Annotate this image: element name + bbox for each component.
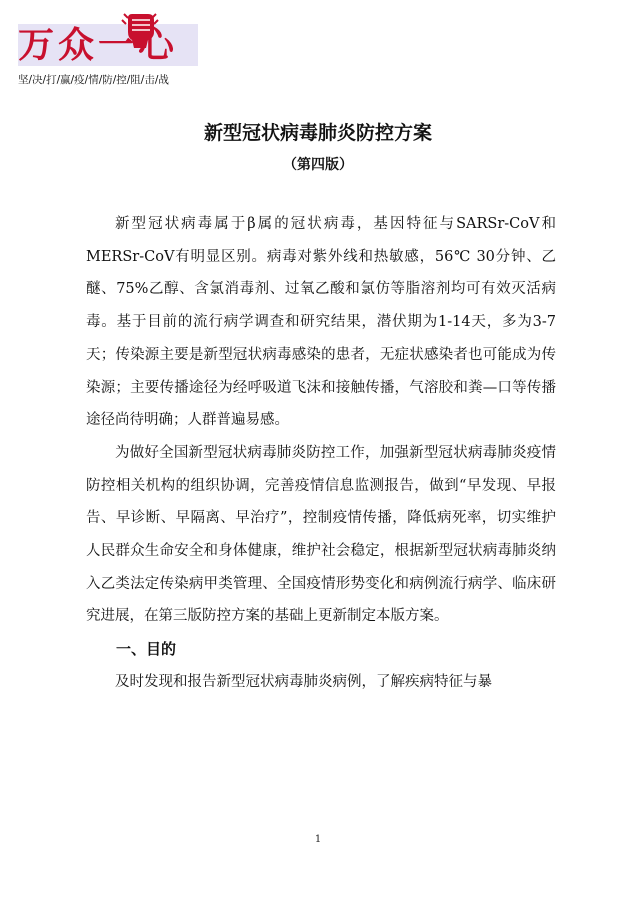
- logo: [14, 10, 204, 90]
- section-heading-purpose: 一、目的: [116, 640, 177, 659]
- logo-slogan: 坚/决/打/赢/疫/情/防/控/阻/击/战: [18, 74, 169, 86]
- page-number: 1: [314, 834, 322, 845]
- logo-brand-text: 万众一心: [18, 25, 179, 66]
- paragraph-section-1: 及时发现和报告新型冠状病毒肺炎病例，了解疾病特征与暴: [115, 673, 492, 690]
- document-title: 新型冠状病毒肺炎防控方案: [203, 122, 432, 144]
- document-body: [86, 208, 556, 699]
- document-edition: （第四版）: [283, 157, 353, 173]
- paragraph-purpose: 为做好全国新型冠状病毒肺炎防控工作，加强新型冠状病毒肺炎疫情防控相关机构的组织协调，完善疫情信息监测报告，做到“早发现、早报告、早诊断、早隔离、早治疗”，控制疫情传播，降低病死率，切实维护人民群众生命安全和身体健康，维护社会稳定，根据新型冠状病毒肺炎纳入乙类法定传染病甲类管理、全国疫情形势变化和病例流行病学、临床研究进展，在第三版防控方案的基础上更新制定本版方案。: [86, 444, 556, 625]
- paragraph-intro: 新型冠状病毒属于β属的冠状病毒，基因特征与SARSr-CoV和MERSr-CoV有明显区别。病毒对紫外线和热敏感，56℃ 30分钟、乙醚、75%乙醇、含氯消毒剂、过氧乙酸和氯仿等脂溶剂均可有效灭活病毒。基于目前的流行病学调查和研究结果，潜伏期为1-14天，多为3-7天；传染源主要是新型冠状病毒感染的患者，无症状感染者也可能成为传染源；主要传播途径为经呼吸道飞沫和接触传播，气溶胶和粪—口等传播途径尚待明确；人群普遍易感。: [86, 216, 556, 429]
